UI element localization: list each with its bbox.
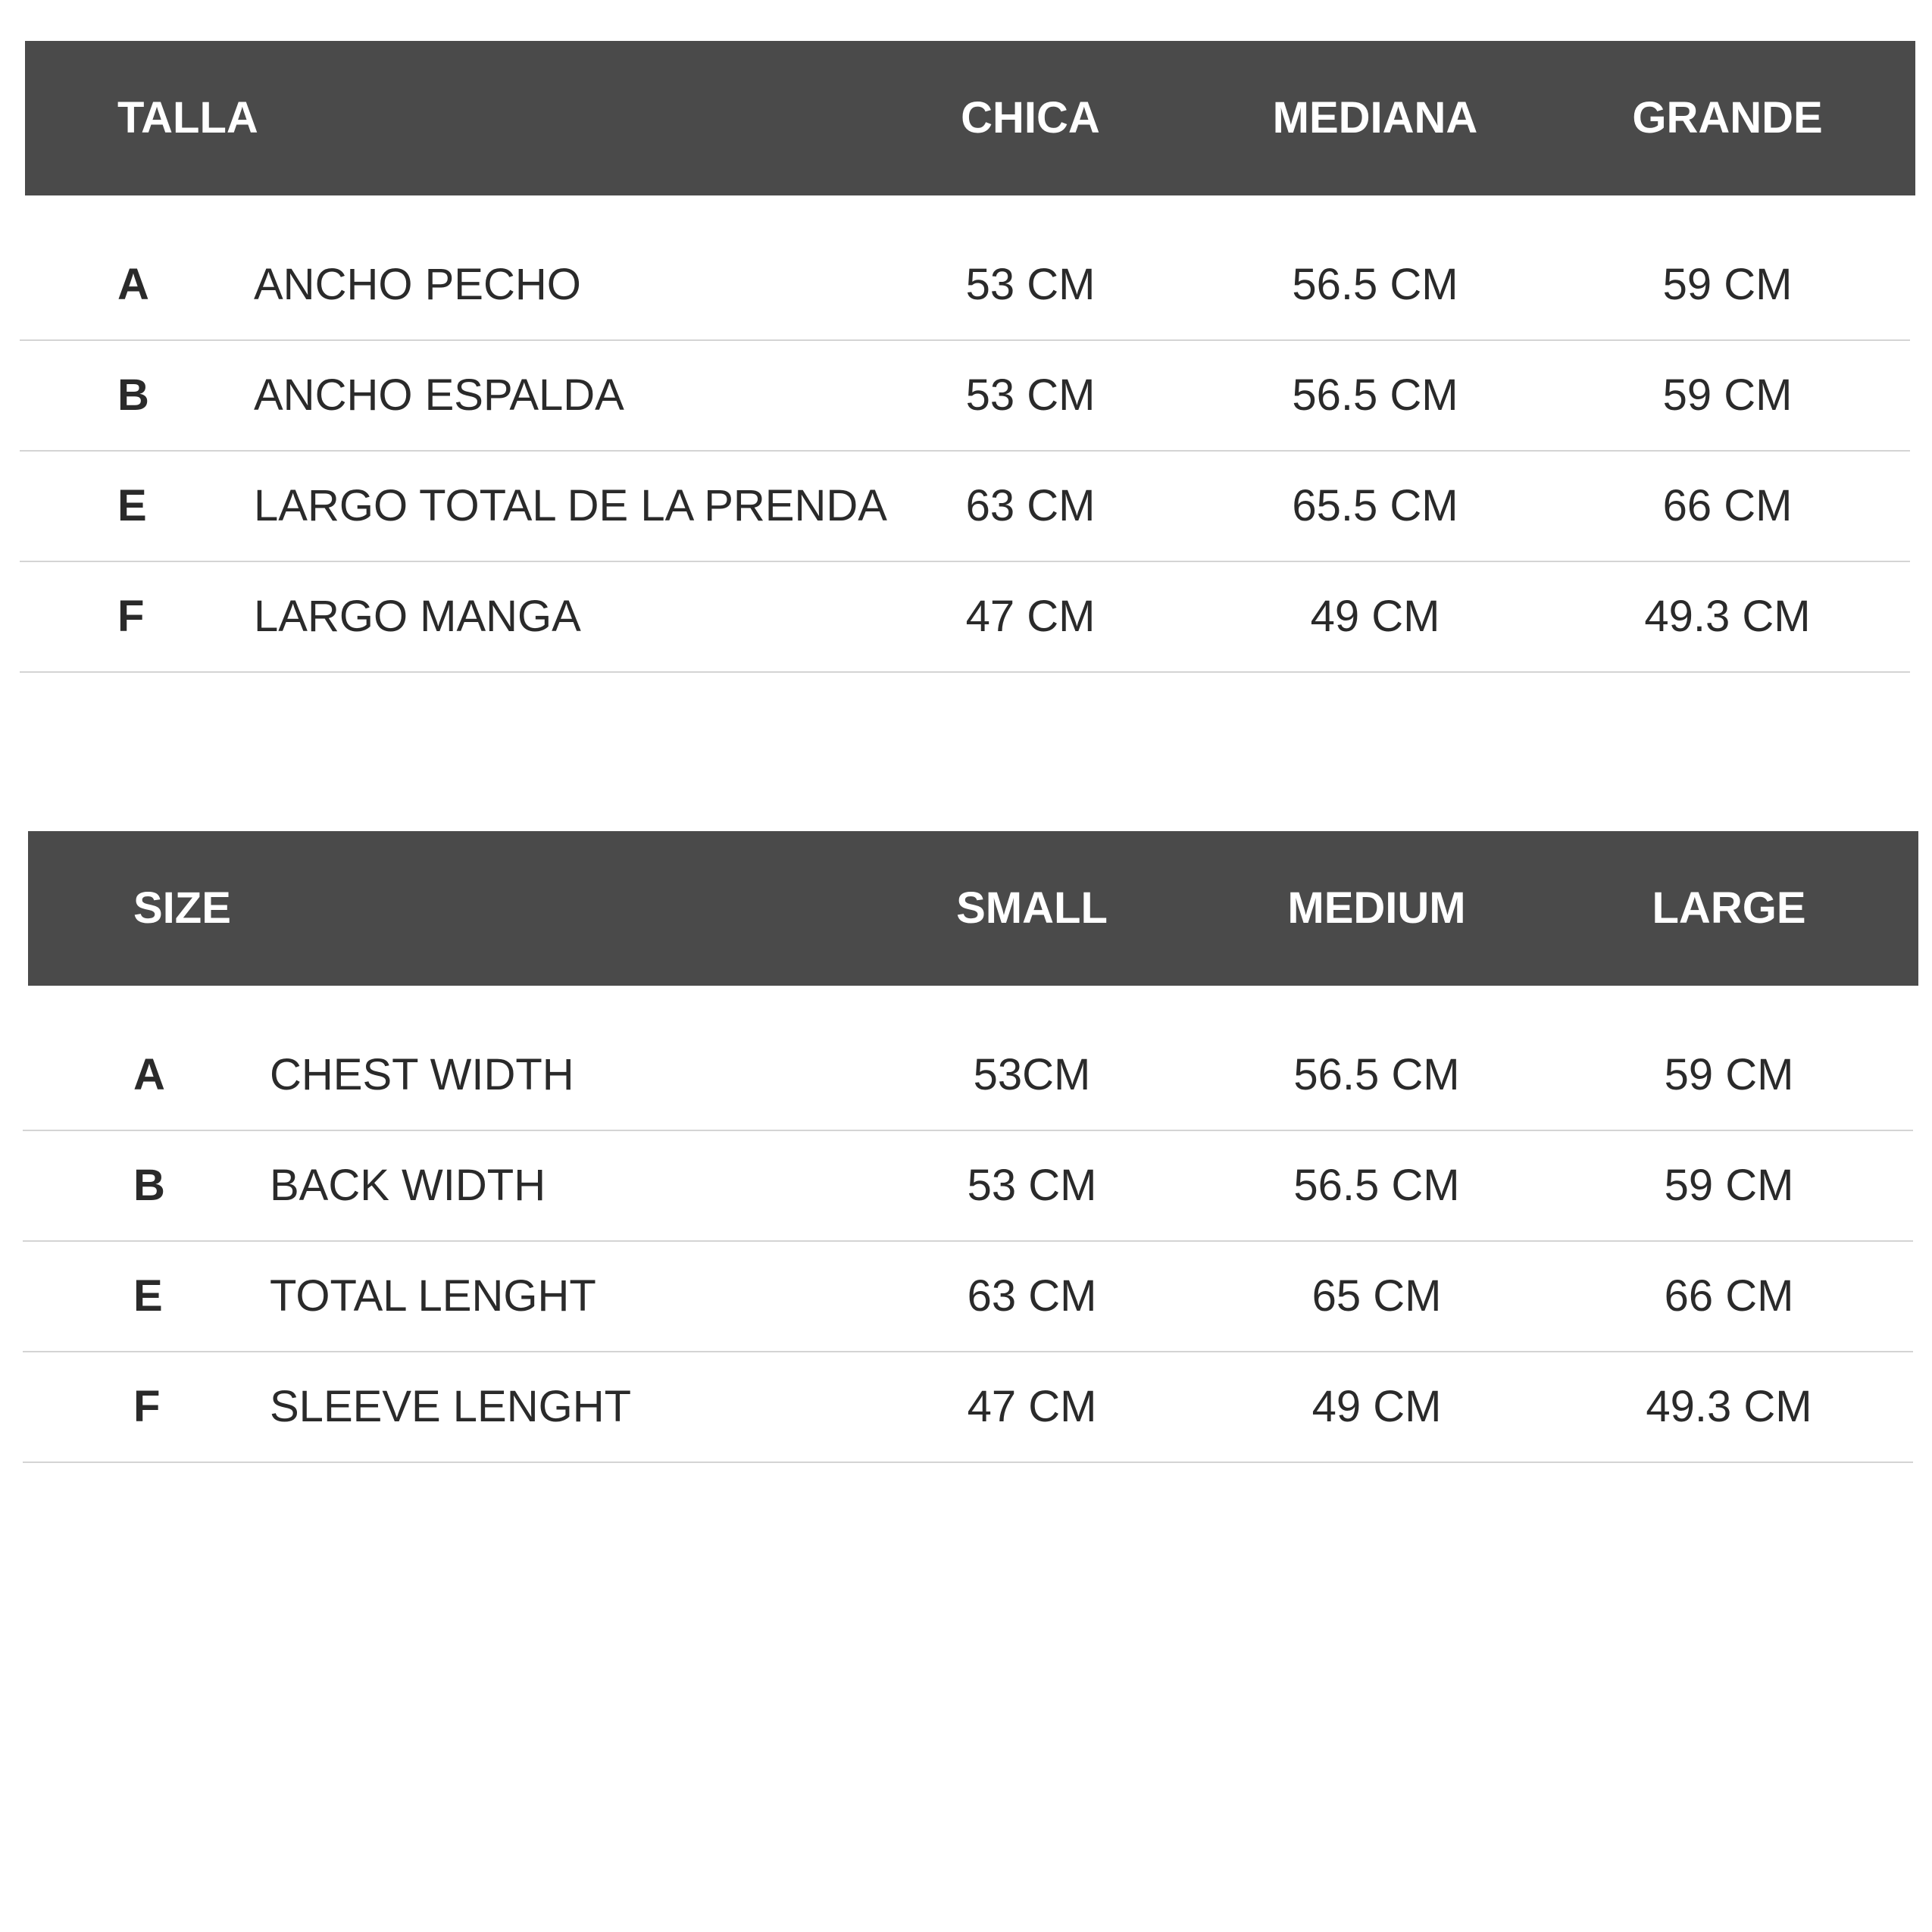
header-small: SMALL bbox=[956, 883, 1108, 933]
row-label: CHEST WIDTH bbox=[270, 1050, 574, 1099]
size-table-spanish bbox=[25, 41, 1915, 673]
row-value-large: 59 CM bbox=[1664, 1050, 1794, 1099]
header-size: SIZE bbox=[133, 883, 231, 933]
table-header bbox=[28, 831, 1918, 986]
header-small: CHICA bbox=[961, 93, 1100, 142]
row-value-medium: 56.5 CM bbox=[1293, 1050, 1460, 1099]
header-large: GRANDE bbox=[1632, 93, 1823, 142]
row-code: A bbox=[117, 260, 149, 309]
row-value-medium: 56.5 CM bbox=[1292, 370, 1458, 420]
row-code: B bbox=[117, 370, 149, 420]
row-value-small: 47 CM bbox=[967, 1382, 1097, 1431]
table-row bbox=[20, 230, 1910, 341]
row-label: SLEEVE LENGHT bbox=[270, 1382, 632, 1431]
row-value-small: 53 CM bbox=[965, 370, 1096, 420]
row-value-large: 49.3 CM bbox=[1644, 592, 1811, 641]
row-label: LARGO MANGA bbox=[254, 592, 581, 641]
row-code: A bbox=[133, 1050, 165, 1099]
row-value-large: 66 CM bbox=[1664, 1271, 1794, 1321]
row-code: E bbox=[133, 1271, 163, 1321]
row-label: BACK WIDTH bbox=[270, 1161, 546, 1210]
table-body bbox=[23, 1021, 1913, 1463]
table-header bbox=[25, 41, 1915, 195]
table-row bbox=[20, 562, 1910, 673]
row-label: LARGO TOTAL DE LA PRENDA bbox=[254, 481, 887, 530]
table-row bbox=[23, 1352, 1913, 1463]
header-large: LARGE bbox=[1652, 883, 1806, 933]
row-code: F bbox=[133, 1382, 161, 1431]
row-value-medium: 56.5 CM bbox=[1292, 260, 1458, 309]
table-body bbox=[20, 230, 1910, 673]
row-value-small: 53 CM bbox=[965, 260, 1096, 309]
row-value-medium: 49 CM bbox=[1311, 1382, 1442, 1431]
table-row bbox=[23, 1021, 1913, 1131]
table-row bbox=[23, 1131, 1913, 1242]
row-value-large: 59 CM bbox=[1662, 370, 1793, 420]
row-value-medium: 65.5 CM bbox=[1292, 481, 1458, 530]
row-code: E bbox=[117, 481, 147, 530]
row-value-small: 53 CM bbox=[967, 1161, 1097, 1210]
table-row bbox=[20, 341, 1910, 452]
row-value-medium: 49 CM bbox=[1310, 592, 1440, 641]
row-value-large: 49.3 CM bbox=[1646, 1382, 1812, 1431]
header-medium: MEDIANA bbox=[1272, 93, 1478, 142]
row-code: F bbox=[117, 592, 145, 641]
row-value-small: 63 CM bbox=[967, 1271, 1097, 1321]
row-value-medium: 65 CM bbox=[1311, 1271, 1442, 1321]
row-label: ANCHO ESPALDA bbox=[254, 370, 624, 420]
table-row bbox=[20, 452, 1910, 562]
table-row bbox=[23, 1242, 1913, 1352]
row-value-small: 63 CM bbox=[965, 481, 1096, 530]
row-code: B bbox=[133, 1161, 165, 1210]
row-value-small: 53CM bbox=[973, 1050, 1091, 1099]
row-value-medium: 56.5 CM bbox=[1293, 1161, 1460, 1210]
row-value-large: 59 CM bbox=[1664, 1161, 1794, 1210]
row-value-small: 47 CM bbox=[965, 592, 1096, 641]
row-label: TOTAL LENGHT bbox=[270, 1271, 596, 1321]
header-size: TALLA bbox=[117, 93, 258, 142]
row-value-large: 66 CM bbox=[1662, 481, 1793, 530]
row-value-large: 59 CM bbox=[1662, 260, 1793, 309]
size-table-english bbox=[28, 831, 1918, 1463]
row-label: ANCHO PECHO bbox=[254, 260, 581, 309]
header-medium: MEDIUM bbox=[1287, 883, 1466, 933]
